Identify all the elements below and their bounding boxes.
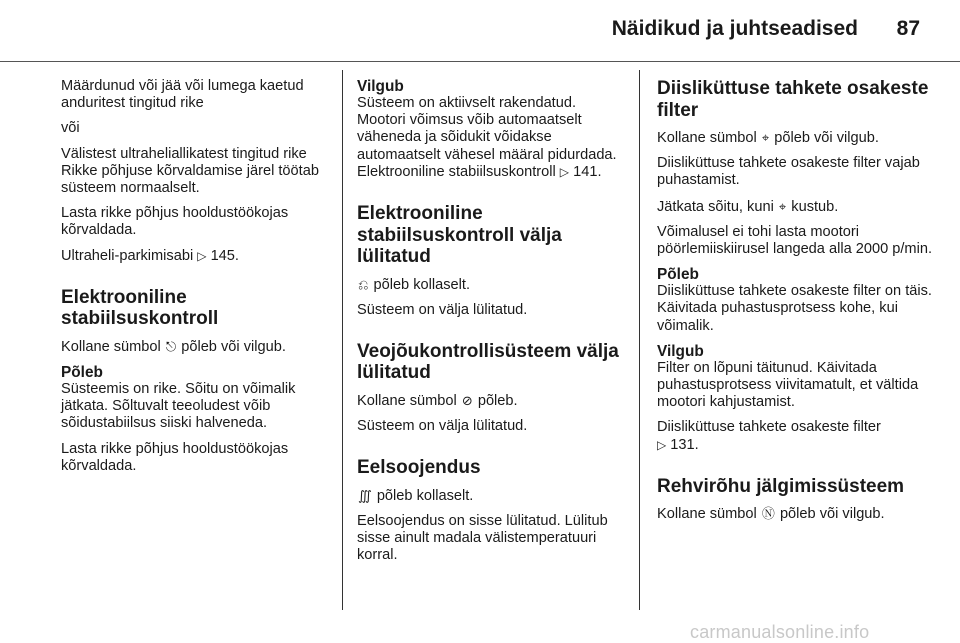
cross-ref-page[interactable]: 141. bbox=[573, 163, 602, 180]
dpf-icon: ⌖ bbox=[778, 198, 787, 214]
column-middle bbox=[357, 78, 627, 573]
arrow-ref-icon: ▷ bbox=[657, 437, 667, 452]
paragraph bbox=[357, 95, 627, 181]
text: põleb kollaselt. bbox=[376, 487, 474, 504]
column-divider bbox=[639, 70, 640, 610]
subheading: Põleb bbox=[657, 266, 699, 284]
subheading: Põleb bbox=[61, 364, 103, 382]
subheading: Vilgub bbox=[657, 342, 704, 360]
paragraph: Eelsoojendus on sisse lülitatud. Lülitub sisse ainult madala välistemperatuuri korral. bbox=[357, 513, 608, 564]
page-title: Näidikud ja juhtseadised bbox=[611, 17, 858, 40]
paragraph: Diisliküttuse tahkete osakeste filter on täis. Käivitada puhastusprotsess kohe, kui võimalik. bbox=[657, 283, 932, 334]
section-heading: Veojõukontrollisüsteem välja lülitatud bbox=[357, 340, 619, 384]
watermark: carmanualsonline.info bbox=[690, 622, 870, 642]
esc-warning-icon: ⎋ bbox=[165, 338, 177, 354]
paragraph bbox=[657, 419, 937, 453]
text: põleb kollaselt. bbox=[373, 276, 471, 293]
paragraph bbox=[657, 505, 937, 523]
section-heading: Diisliküttuse tahkete osakeste filter bbox=[657, 78, 929, 121]
paragraph: Lasta rikke põhjus hooldustöökojas kõrvaldada. bbox=[61, 440, 289, 474]
column-divider bbox=[342, 70, 343, 610]
header-divider bbox=[0, 61, 960, 62]
text: põleb või vilgub. bbox=[774, 130, 879, 146]
paragraph: Filter on lõpuni täitunud. Käivitada puhastusprotsess viivitamatult, et vältida mootori kahjustamist. bbox=[657, 359, 919, 411]
paragraph: Välistest ultraheliallikatest tingitud rike Rikke põhjuse kõrvaldamise järel töötab süsteem normaalselt. bbox=[61, 145, 319, 197]
dpf-icon: ⌖ bbox=[761, 130, 770, 145]
esc-off-icon: ⎌ bbox=[358, 276, 369, 292]
arrow-ref-icon: ▷ bbox=[559, 164, 570, 179]
paragraph bbox=[357, 276, 627, 294]
paragraph: Süsteem on välja lülitatud. bbox=[357, 301, 528, 318]
text: põleb või vilgub. bbox=[779, 506, 885, 523]
text: põleb. bbox=[477, 392, 518, 409]
subheading: Vilgub bbox=[357, 78, 404, 95]
paragraph: Süsteemis on rike. Sõitu on võimalik jätkata. Sõltuvalt teeoludest võib sõidustabiilsus siiski halveneda. bbox=[61, 381, 296, 432]
cross-ref-page[interactable]: 145. bbox=[210, 247, 239, 264]
text: Kollane sümbol bbox=[657, 506, 757, 523]
paragraph bbox=[61, 338, 331, 356]
paragraph: Lasta rikke põhjus hooldustöökojas kõrvaldada. bbox=[61, 205, 289, 239]
paragraph: Süsteem on välja lülitatud. bbox=[357, 418, 528, 435]
tpms-icon: Ⓝ bbox=[761, 506, 775, 522]
paragraph: või bbox=[61, 120, 80, 137]
paragraph bbox=[357, 487, 627, 505]
text: Kollane sümbol bbox=[657, 130, 757, 146]
section-heading: Elektrooniline stabiilsuskontroll välja lülitatud bbox=[357, 203, 562, 268]
paragraph: Diisliküttuse tahkete osakeste filter vajab puhastamist. bbox=[657, 155, 920, 189]
text: Kollane sümbol bbox=[61, 338, 161, 355]
paragraph bbox=[657, 198, 937, 216]
text: Jätkata sõitu, kuni bbox=[657, 198, 774, 215]
section-heading: Eelsoojendus bbox=[357, 457, 481, 479]
section-heading: Rehvirõhu jälgimissüsteem bbox=[657, 475, 905, 497]
text: põleb või vilgub. bbox=[181, 338, 286, 355]
cross-ref-page[interactable]: 131. bbox=[670, 436, 699, 453]
paragraph bbox=[357, 392, 627, 410]
paragraph: Määrdunud või jää või lumega kaetud anduritest tingitud rike bbox=[61, 78, 304, 112]
glow-plug-icon: ∭ bbox=[358, 487, 372, 503]
page-header bbox=[0, 0, 960, 62]
text: Kollane sümbol bbox=[357, 392, 457, 409]
paragraph bbox=[61, 248, 331, 265]
paragraph bbox=[657, 129, 937, 147]
traction-off-icon: ⊘ bbox=[461, 392, 473, 408]
column-right bbox=[657, 78, 937, 532]
page-number: 87 bbox=[896, 17, 920, 40]
section-heading: Elektrooniline stabiilsuskontroll bbox=[61, 286, 219, 330]
paragraph: Võimalusel ei tohi lasta mootori pöörlemiiskiirusel langeda alla 2000 p/min. bbox=[657, 223, 933, 258]
text: Diisliküttuse tahkete osakeste filter bbox=[657, 419, 881, 436]
cross-ref-text: Ultraheli-parkimisabi bbox=[61, 247, 194, 264]
arrow-ref-icon: ▷ bbox=[197, 248, 207, 263]
text: Süsteem on aktiivselt rakendatud. Mootori võimsus võib automaatselt väheneda ja sõidukit võidakse automaatselt vähesel määral pidurdada. Elektrooniline stabiilsuskontroll bbox=[357, 95, 617, 180]
text: kustub. bbox=[791, 198, 839, 215]
column-left bbox=[61, 78, 331, 483]
